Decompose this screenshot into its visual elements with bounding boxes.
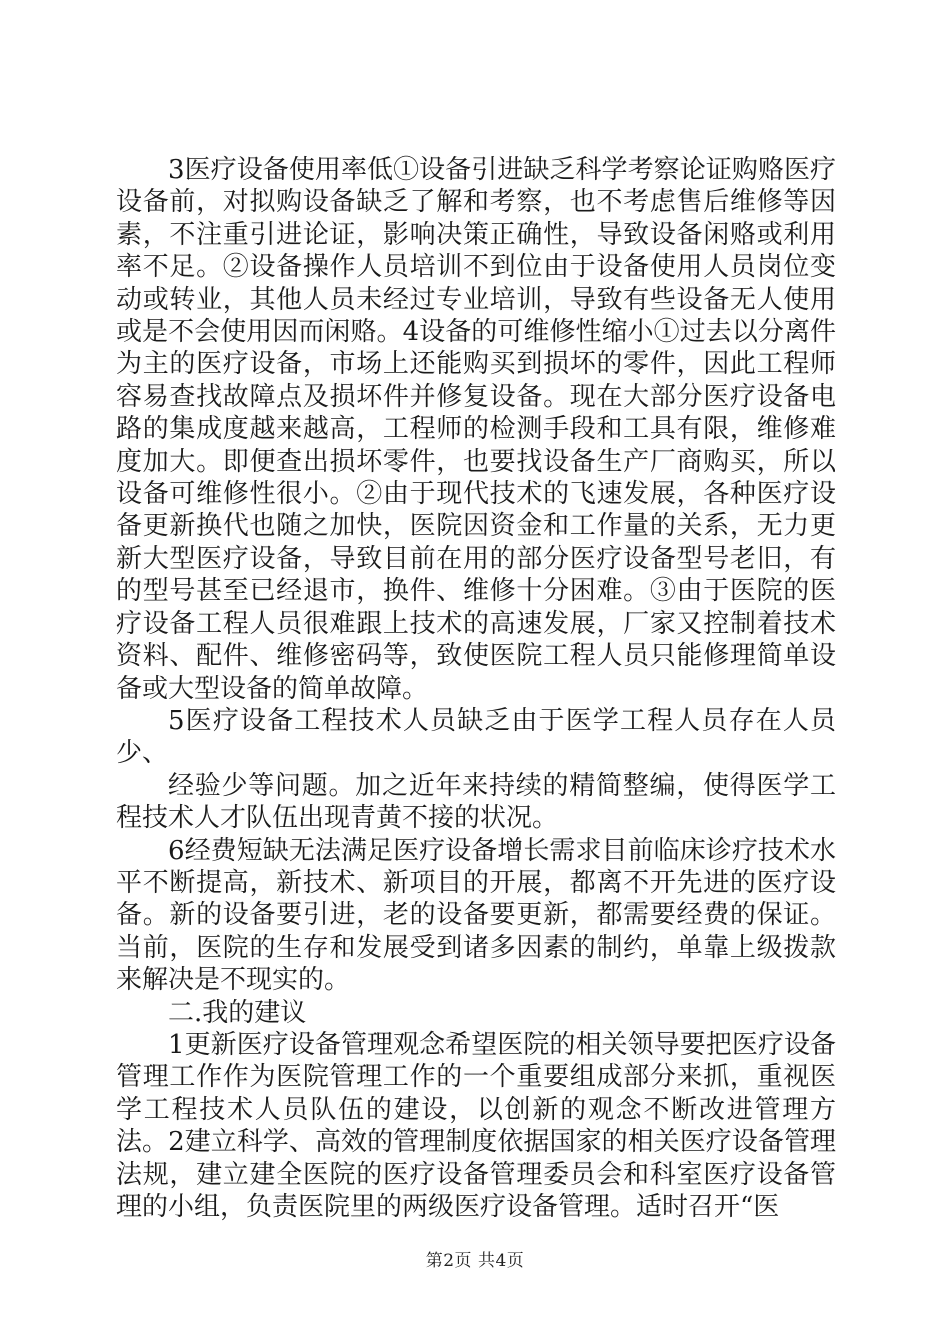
paragraph-management-concept: 1更新医疗设备管理观念希望医院的相关领导要把医疗设备管理工作作为医院管理工作的一个重要组成部分来抓，重视医学工程技术人员队伍的建设，以创新的观念不断改进管理方法。2建立科学、高效的管理制度依据国家的相关医疗设备管理法规，建立建全医院的医疗设备管理委员会和科室医疗设备管理的小组，负责医院里的两级医疗设备管理。适时召开“医 xyxy=(116,1029,836,1222)
paragraph-experience: 经验少等问题。加之近年来持续的精简整编，使得医学工程技术人才队伍出现青黄不接的状况。 xyxy=(116,770,836,834)
document-body xyxy=(116,154,836,1223)
paragraph-equipment-utilization: 3医疗设备使用率低①设备引进缺乏科学考察论证购赂医疗设备前，对拟购设备缺乏了解和考察，也不考虑售后维修等因素，不注重引进论证，影响决策正确性，导致设备闲赂或利用率不足。②设备操作人员培训不到位由于设备使用人员岗位变动或转业，其他人员未经过专业培训，导致有些设备无人使用或是不会使用因而闲赂。4设备的可维修性缩小①过去以分离件为主的医疗设备，市场上还能购买到损坏的零件，因此工程师容易查找故障点及损坏件并修复设备。现在大部分医疗设备电路的集成度越来越高，工程师的检测手段和工具有限，维修难度加大。即便查出损坏零件，也要找设备生产厂商购买，所以设备可维修性很小。②由于现代技术的飞速发展，各种医疗设备更新换代也随之加快，医院因资金和工作量的关系，无力更新大型医疗设备，导致目前在用的部分医疗设备型号老旧，有的型号甚至已经退市，换件、维修十分困难。③由于医院的医疗设备工程人员很难跟上技术的高速发展，厂家又控制着技术资料、配件、维修密码等，致使医院工程人员只能修理简单设备或大型设备的简单故障。 xyxy=(116,155,836,704)
section-heading-suggestions: 二.我的建议 xyxy=(168,997,307,1028)
paragraph-engineering-staff: 5医疗设备工程技术人员缺乏由于医学工程人员存在人员少、 xyxy=(116,705,836,769)
paragraph-funding: 6经费短缺无法满足医疗设备增长需求目前临床诊疗技术水平不断提高，新技术、新项目的开展，都离不开先进的医疗设备。新的设备要引进，老的设备要更新，都需要经费的保证。当前，医院的生存和发展受到诸多因素的制约，单靠上级拨款来解决是不现实的。 xyxy=(116,835,836,996)
page-number-footer: 第2页 共4页 xyxy=(425,1251,525,1271)
